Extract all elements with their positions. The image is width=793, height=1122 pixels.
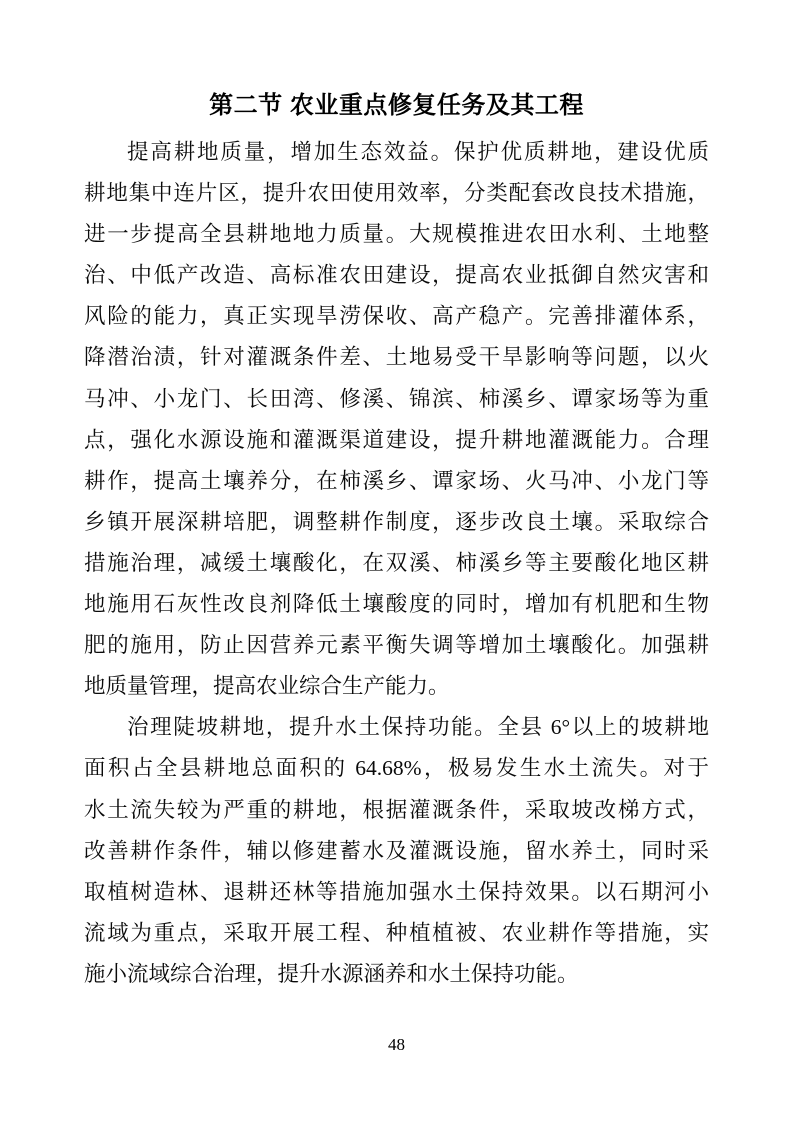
paragraph-1-line-13: 肥的施用，防止因营养元素平衡失调等增加土壤酸化。加强耕 — [84, 633, 709, 658]
document-body — [84, 132, 709, 995]
paragraph-2-line-6: 流域为重点，采取开展工程、种植植被、农业耕作等措施，实 — [84, 920, 709, 945]
paragraph-2-line-1: 治理陡坡耕地，提升水土保持功能。全县 6°以上的坡耕地 — [127, 715, 709, 740]
paragraph-2-line-5: 取植树造林、退耕还林等措施加强水土保持效果。以石期河小 — [84, 879, 709, 904]
section-title: 第二节 农业重点修复任务及其工程 — [209, 92, 584, 119]
paragraph-1-line-12: 地施用石灰性改良剂降低土壤酸度的同时，增加有机肥和生物 — [84, 592, 709, 617]
paragraph-1-line-9: 耕作，提高土壤养分，在柿溪乡、谭家场、火马冲、小龙门等 — [84, 468, 709, 493]
paragraph-1-line-1: 提高耕地质量，增加生态效益。保护优质耕地，建设优质 — [127, 140, 709, 164]
paragraph-1-line-8: 点，强化水源设施和灌溉渠道建设，提升耕地灌溉能力。合理 — [84, 427, 709, 452]
paragraph-2-line-2: 面积占全县耕地总面积的 64.68%，极易发生水土流失。对于 — [84, 756, 709, 781]
paragraph-2-line-4: 改善耕作条件，辅以修建蓄水及灌溉设施，留水养土，同时采 — [84, 838, 709, 863]
paragraph-1-line-5: 风险的能力，真正实现旱涝保收、高产稳产。完善排灌体系， — [84, 304, 709, 329]
paragraph-1-line-2: 耕地集中连片区，提升农田使用效率，分类配套改良技术措施， — [84, 181, 709, 206]
paragraph-1-line-6: 降潜治渍，针对灌溉条件差、土地易受干旱影响等问题，以火 — [84, 345, 709, 370]
paragraph-1-line-11: 措施治理，减缓土壤酸化，在双溪、柿溪乡等主要酸化地区耕 — [84, 550, 709, 575]
paragraph-1-line-7: 马冲、小龙门、长田湾、修溪、锦滨、柿溪乡、谭家场等为重 — [84, 386, 709, 411]
paragraph-2-line-7: 施小流域综合治理，提升水源涵养和水土保持功能。 — [84, 961, 579, 986]
paragraph-1-line-3: 进一步提高全县耕地地力质量。大规模推进农田水利、土地整 — [84, 222, 709, 247]
paragraph-2-line-3: 水土流失较为严重的耕地，根据灌溉条件，采取坡改梯方式， — [84, 797, 709, 822]
paragraph-1-line-10: 乡镇开展深耕培肥，调整耕作制度，逐步改良土壤。采取综合 — [84, 509, 709, 534]
paragraph-1-line-14: 地质量管理，提高农业综合生产能力。 — [84, 674, 450, 699]
page-number: 48 — [388, 1035, 405, 1054]
paragraph-1-line-4: 治、中低产改造、高标准农田建设，提高农业抵御自然灾害和 — [84, 263, 709, 288]
